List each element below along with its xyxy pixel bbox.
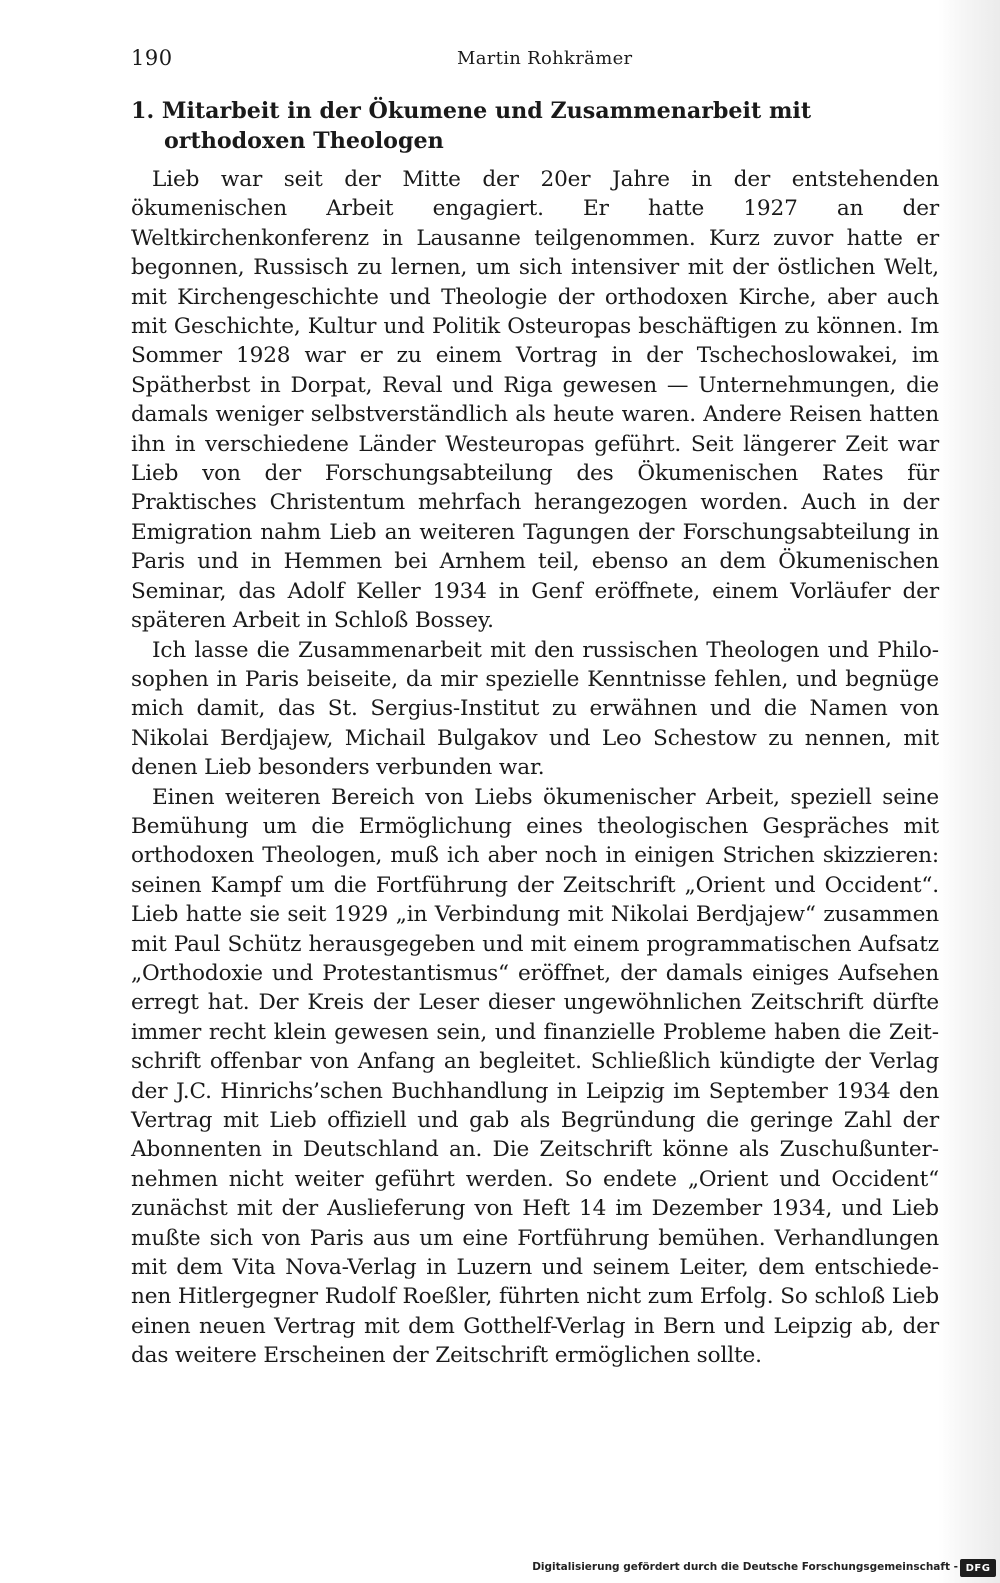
section-heading: 1. Mitarbeit in der Ökumene und Zusammenarbeit mit orthodoxen Theologen bbox=[131, 98, 812, 154]
page-number: 190 bbox=[131, 46, 173, 70]
digitization-credit bbox=[532, 1561, 958, 1573]
running-head-author: Martin Rohkrämer bbox=[457, 48, 633, 69]
body-text bbox=[131, 165, 939, 1371]
paragraph-2: Ich lasse die Zusammenarbeit mit den russischen Theologen und Philosophen in Paris beiseite, da mir spezielle Kenntnisse fehlen, und begnüge mich damit, das St. Sergius-Institut zu erwähnen und die Namen von Nikolai Berdjajew, Michail Bulgakov und Leo Schestow zu nennen, mit denen Lieb besonders verbunden war. bbox=[131, 637, 939, 781]
paragraph-1: Lieb war seit der Mitte der 20er Jahre in der entstehenden ökumenischen Arbeit engagiert. Er hatte 1927 an der Weltkirchenkonferenz in Lausanne teilgenommen. Kurz zuvor hatte er begonnen, Russisch zu lernen, um sich intensiver mit der östlichen Welt, mit Kirchengeschichte und Theologie der orthodoxen Kirche, aber auch mit Geschichte, Kultur und Politik Osteuropas beschäftigen zu können. Im Sommer 1928 war er zu einem Vortrag in der Tschechoslowakei, im Spätherbst in Dorpat, Reval und Riga gewesen — Unternehmungen, die damals weniger selbstverständlich als heute waren. Andere Reisen hatten ihn in verschiedene Länder Westeuropas geführt. Seit längerer Zeit war Lieb von der Forschungsabteilung des Ökumenischen Rates für Praktisches Christentum mehrfach herangezogen worden. Auch in der Emigration nahm Lieb an weiteren Tagungen der Forschungsabteilung in Paris und in Hemmen bei Arnhem teil, ebenso an dem Ökumenischen Seminar, das Adolf Keller 1934 in Genf eröffnete, einem Vorläufer der späteren Arbeit in Schloß Bossey. bbox=[131, 167, 939, 634]
dfg-logo-icon: DFG bbox=[960, 1559, 996, 1577]
digitization-credit-text: Digitalisierung gefördert durch die Deutsche Forschungsgemeinschaft - bbox=[532, 1561, 958, 1573]
running-head bbox=[131, 46, 939, 76]
paragraph-3: Einen weiteren Bereich von Liebs ökumenischer Arbeit, speziell seine Bemühung um die Ermöglichung eines theologischen Gespräches mit orthodoxen Theologen, muß ich aber noch in einigen Strichen skizzieren: seinen Kampf um die Fortführung der Zeitschrift „Orient und Occident“. Lieb hatte sie seit 1929 „in Verbindung mit Nikolai Berdjajew“ zusammen mit Paul Schütz herausgegeben und mit einem programmatischen Aufsatz „Orthodoxie und Protestantismus“ eröffnet, der damals einiges Aufsehen erregt hat. Der Kreis der Leser dieser ungewöhnlichen Zeitschrift dürfte immer recht klein gewesen sein, und finanzielle Probleme haben die Zeitschrift offenbar von Anfang an begleitet. Schließlich kündigte der Verlag der J.C. Hinrichs’schen Buchhandlung in Leipzig im September 1934 den Vertrag mit Lieb offiziell und gab als Begründung die geringe Zahl der Abonnenten in Deutschland an. Die Zeitschrift könne als Zuschußunternehmen nicht weiter geführt werden. So endete „Orient und Occident“ zunächst mit der Auslieferung von Heft 14 im Dezember 1934, und Lieb mußte sich von Paris aus um eine Fortführung bemühen. Verhandlungen mit dem Vita Nova-Verlag in Luzern und seinem Leiter, dem entschiedenen Hitlergegner Rudolf Roeßler, führten nicht zum Erfolg. So schloß Lieb einen neuen Vertrag mit dem Gotthelf-Verlag in Bern und Leipzig ab, der das weitere Erscheinen der Zeitschrift ermöglichen sollte. bbox=[131, 784, 939, 1369]
